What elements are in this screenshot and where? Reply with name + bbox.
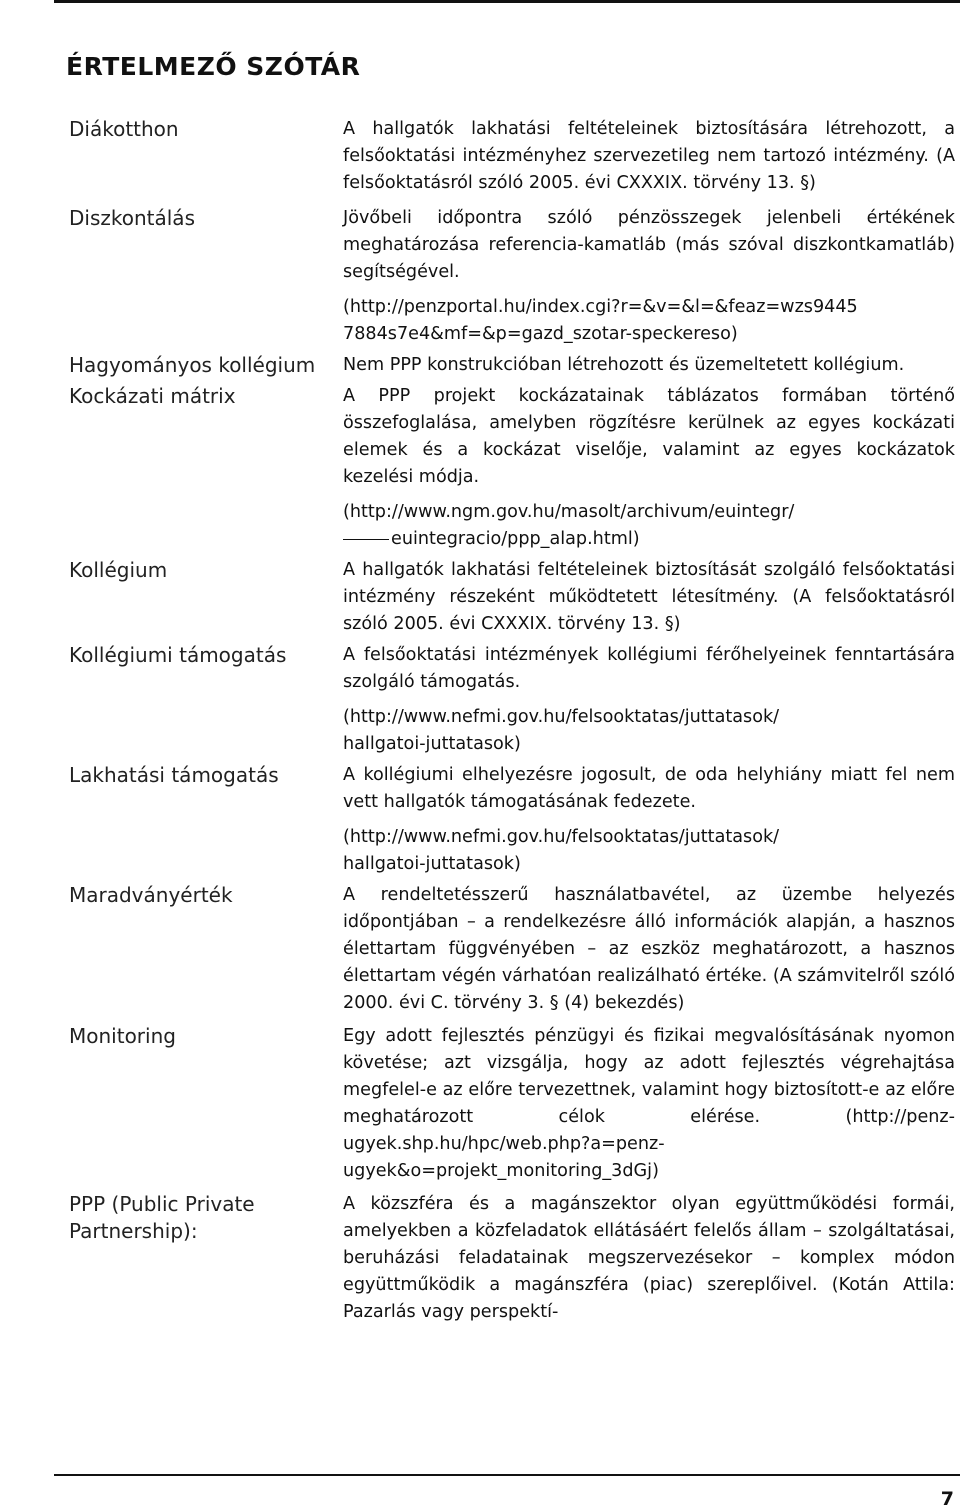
glossary-term: Hagyományos kollégium — [69, 353, 316, 377]
glossary-entry — [69, 383, 959, 553]
source-line: (http://penzportal.hu/index.cgi?r=&v=&l=&feaz=wzs9445 — [343, 297, 858, 317]
glossary-definition — [343, 383, 955, 553]
top-rule — [54, 0, 960, 3]
glossary-definition — [343, 762, 955, 878]
glossary-entry — [69, 762, 959, 878]
glossary-entry — [69, 1191, 959, 1326]
glossary-definition — [343, 642, 955, 758]
glossary-definition — [343, 1191, 955, 1326]
glossary-term: Diákotthon — [69, 117, 179, 141]
glossary-term: Kollégiumi támogatás — [69, 643, 287, 667]
source-line: (http://www.nefmi.gov.hu/felsooktatas/juttatasok/ — [343, 827, 780, 847]
definition-text: A hallgatók lakhatási feltételeinek biztosítására létrehozott, a felsőoktatási intézményhez szervezetileg nem tartozó intézmény. (A felsőoktatásról szóló 2005. évi CXXXIX. törvény 13. §) — [343, 119, 955, 193]
glossary-definition — [343, 352, 955, 379]
glossary-term: Monitoring — [69, 1024, 176, 1048]
glossary-term: Kollégium — [69, 558, 168, 582]
glossary-definition — [343, 1023, 955, 1185]
source-line: (http://www.nefmi.gov.hu/felsooktatas/juttatasok/ — [343, 707, 780, 727]
glossary-definition — [343, 557, 955, 638]
source-line: hallgatoi-juttatasok) — [343, 854, 521, 874]
glossary-definition — [343, 882, 955, 1017]
glossary-term: Kockázati mátrix — [69, 384, 236, 408]
definition-text: Nem PPP konstrukcióban létrehozott és üzemeltetett kollégium. — [343, 355, 905, 375]
source-line-text: euintegracio/ppp_alap.html) — [391, 529, 640, 549]
glossary-definition — [343, 116, 955, 197]
source-line: 7884s7e4&mf=&p=gazd_szotar-speckereso) — [343, 324, 738, 344]
glossary-definition — [343, 205, 955, 348]
definition-source — [343, 499, 955, 553]
definition-source — [343, 294, 955, 348]
glossary-term: Maradványérték — [69, 883, 233, 907]
glossary — [69, 116, 959, 1328]
glossary-entry — [69, 352, 959, 379]
definition-text: A PPP projekt kockázatainak táblázatos formában történő összefoglalása, amelyben rögzítésre kerülnek az egyes kockázati elemek és a kockázat viselője, valamint az egyes kockázatok kezelési módja. — [343, 386, 955, 487]
source-line: (http://www.ngm.gov.hu/masolt/archivum/euintegr/ — [343, 502, 795, 522]
definition-text: A hallgatók lakhatási feltételeinek biztosítását szolgáló felsőoktatási intézmény részeként működtetett létesítmény. (A felsőoktatásról szóló 2005. évi CXXXIX. törvény 13. §) — [343, 560, 955, 634]
glossary-entry — [69, 116, 959, 197]
definition-source — [343, 704, 955, 758]
definition-text: A rendeltetésszerű használatbavétel, az üzembe helyezés időpontjában – a rendelkezésre álló információk alapján, a hasznos élettartam függvényében – az eszköz meghatározott, a hasznos élettartam végén várhatóan realizálható értéke. (A számvitelről szóló 2000. évi C. törvény 3. § (4) bekezdés) — [343, 885, 955, 1013]
source-line: hallgatoi-juttatasok) — [343, 734, 521, 754]
definition-text: A kollégiumi elhelyezésre jogosult, de oda helyhiány miatt fel nem vett hallgatók támogatásának fedezete. — [343, 765, 955, 812]
definition-text: Jövőbeli időpontra szóló pénzösszegek jelenbeli értékének meghatározása referencia-kamatláb (más szóval diszkontkamatláb) segítségével. — [343, 208, 955, 282]
indent-rule — [343, 539, 389, 540]
source-line-wrapped — [343, 526, 955, 553]
glossary-term: PPP (Public Private Partnership): — [69, 1192, 255, 1243]
definition-text: A közszféra és a magánszektor olyan együttműködési formái, amelyekben a közfeladatok ellátásáért felelős állam – szolgáltatásai, beruházási feladatainak megszervezésekor – komplex módon együttműködik a magánszféra (piac) szereplőivel. (Kotán Attila: Pazarlás vagy perspektí- — [343, 1194, 955, 1322]
definition-text: Egy adott fejlesztés pénzügyi és fizikai megvalósításának nyomon követése; azt vizsgálja, hogy az adott fejlesztés végrehajtása megfelel-e az előre tervezettnek, valamint hogy biztosított-e az előre meghatározott célok elérése. (http://penz-ugyek.shp.hu/hpc/web.php?a=penz-ugyek&o=projekt_monitoring_3dGj) — [343, 1026, 955, 1181]
page-number: 7 — [940, 1488, 954, 1510]
definition-text: A felsőoktatási intézmények kollégiumi férőhelyeinek fenntartására szolgáló támogatás. — [343, 645, 955, 692]
footer-rule — [54, 1474, 960, 1476]
glossary-entry — [69, 1023, 959, 1185]
glossary-entry — [69, 557, 959, 638]
glossary-term: Lakhatási támogatás — [69, 763, 279, 787]
page-title: ÉRTELMEZŐ SZÓTÁR — [66, 52, 361, 81]
glossary-entry — [69, 882, 959, 1017]
glossary-entry — [69, 205, 959, 348]
glossary-entry — [69, 642, 959, 758]
glossary-term: Diszkontálás — [69, 206, 195, 230]
definition-source — [343, 824, 955, 878]
